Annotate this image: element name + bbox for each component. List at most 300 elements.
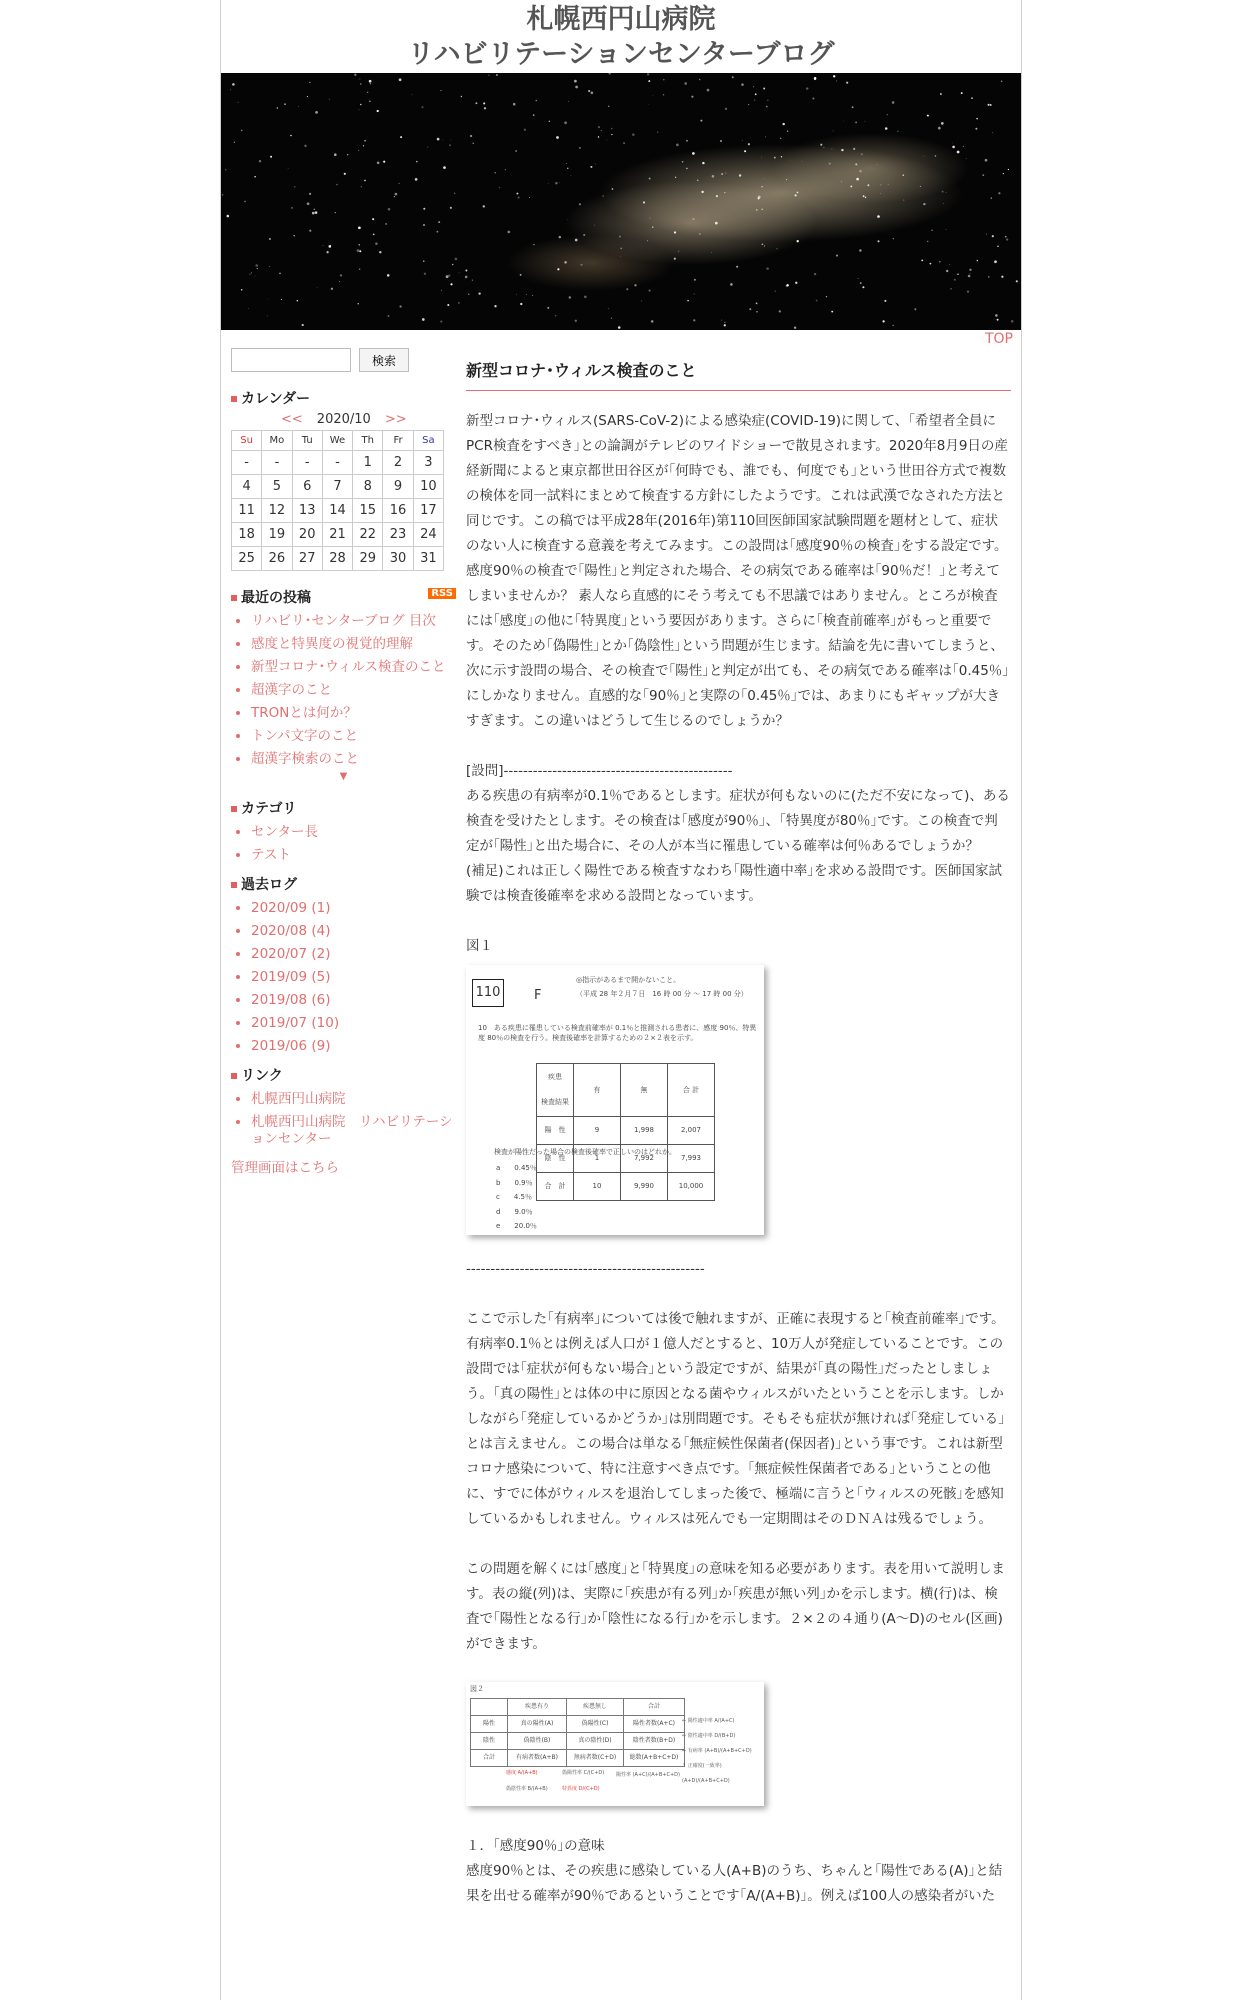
links-list [231,1091,456,1148]
star-dot [952,143,953,144]
star-dot [927,115,929,117]
star-dot [977,260,978,261]
recent-post-link[interactable]: • トンパ文字のこと [251,728,456,745]
star-dot [373,234,375,236]
star-dot [369,80,372,83]
figure2-label: 図２ [470,1685,484,1693]
star-dot [611,318,612,319]
calendar-day: 31 [413,547,443,571]
fig2-cell: 陰性 [471,1733,508,1750]
star-dot [720,140,722,142]
calendar-day: 21 [322,523,352,547]
star-dot [499,187,500,188]
star-dot [369,101,370,102]
star-dot [473,143,474,144]
star-dot [814,78,816,80]
star-dot [234,142,235,143]
star-dot [579,147,581,149]
star-dot [841,149,843,151]
star-dot [763,88,765,90]
archive-link[interactable]: • 2019/08 (6) [251,992,456,1009]
exam-col-header: 合 計 [668,1064,715,1117]
star-dot [867,184,869,186]
star-dot [323,245,324,246]
star-dot [375,242,377,244]
site-title-line2[interactable]: リハビリテーションセンターブログ [407,39,835,70]
figure2-table-image[interactable] [466,1682,764,1806]
calendar-heading-text: カレンダー [241,391,311,407]
star-dot [701,191,703,193]
recent-post-link[interactable]: • 新型コロナ･ウィルス検査のこと [251,659,456,676]
exam-cell: 10,000 [668,1173,715,1201]
calendar-prev-link[interactable]: << [281,412,303,427]
star-dot [643,201,645,203]
category-link[interactable]: • センター長 [251,824,456,841]
exam-choices [496,1161,537,1234]
star-dot [787,130,788,131]
calendar-day: 27 [292,547,322,571]
star-dot [758,196,761,199]
bullet-square-icon [231,396,237,402]
star-dot [399,305,401,307]
star-dot [884,300,886,302]
calendar-day: 25 [232,547,262,571]
star-dot [857,278,858,279]
question-note: (補足)これは正しく陽性である検査すなわち｢陽性適中率｣を求める設問です。医師国家試験では検査後確率を求める設問となっています。 [466,863,1002,904]
star-dot [684,82,687,85]
star-dot [361,186,362,187]
star-dot [257,268,258,269]
star-dot [255,264,258,267]
star-dot [423,224,425,226]
star-dot [949,264,950,265]
star-dot [885,127,888,130]
star-dot [764,178,765,179]
star-dot [555,315,557,317]
archive-link[interactable]: • 2019/07 (10) [251,1015,456,1032]
star-dot [449,144,451,146]
search-input[interactable] [231,348,351,372]
star-dot [559,236,561,238]
star-dot [399,78,402,81]
star-dot [647,73,649,75]
calendar-week [232,523,444,547]
exam-table-corner [537,1064,574,1117]
star-dot [797,192,799,194]
star-dot [358,303,359,304]
star-dot [358,226,361,229]
star-dot [316,212,317,213]
fig2-cell: 陽性 [471,1716,508,1733]
star-dot [691,96,693,98]
star-dot [816,300,818,302]
star-dot [641,300,642,301]
star-dot [277,107,278,108]
recent-post-link[interactable]: • リハビリ･センターブログ 目次 [251,613,456,630]
star-dot [632,133,635,136]
fig2-cell: 偽陰性(B) [508,1733,567,1750]
star-dot [567,219,568,220]
star-dot [230,89,231,90]
star-dot [969,269,971,271]
calendar-day: 18 [232,523,262,547]
star-dot [442,140,443,141]
star-dot [571,175,572,176]
star-dot [914,308,916,310]
star-dot [652,226,653,227]
star-dot [309,193,311,195]
exam-cell: 陰 性 [537,1145,574,1173]
star-dot [611,134,612,135]
star-dot [241,130,243,132]
exam-choice: a 0.45％ [496,1164,537,1172]
question-body: ある疾患の有病率が0.1％であるとします。症状が何もないのに(ただ不安になって)、ある検査を受けたとします。その検査は｢感度が90％｣、｢特異度が80％｣です。この検査で判定が｢陽性｣と出た場合に、その人が本当に罹患している確率は何％あるでしょうか？ [466,788,1010,854]
fig2-cell: 陰性者数(B+D) [624,1733,685,1750]
fig2-cell: 真の陰性(D) [567,1733,624,1750]
archive-link[interactable]: • 2019/09 (5) [251,969,456,986]
star-dot [724,324,726,326]
star-dot [939,261,941,263]
star-dot [942,191,944,193]
calendar-day: 13 [292,499,322,523]
star-dot [241,289,243,291]
star-dot [855,163,857,165]
star-dot [598,126,600,128]
star-dot [748,143,750,145]
star-dot [291,207,293,209]
star-dot [298,106,299,107]
calendar-day: 10 [413,475,443,499]
weekday-sat: Sa [413,431,443,451]
star-dot [304,145,306,147]
star-dot [507,231,510,234]
star-dot [831,149,832,150]
star-dot [930,263,932,265]
star-dot [755,93,757,95]
star-dot [653,95,654,96]
star-dot [455,258,458,261]
star-dot [483,205,485,207]
archive-link[interactable]: • 2020/08 (4) [251,923,456,940]
fig2-bottom-note: 偽陰性率 B/(A+B) [506,1786,548,1792]
star-dot [335,212,336,213]
star-dot [923,203,925,205]
star-dot [575,320,577,322]
category-link[interactable]: • テスト [251,847,456,864]
recent-post-link[interactable]: • 感度と特異度の視覚的理解 [251,636,456,653]
star-dot [484,107,486,109]
star-dot [971,97,973,99]
star-dot [888,184,889,185]
archive-link[interactable]: • 2019/06 (9) [251,1038,456,1055]
star-dot [475,102,477,104]
star-dot [281,299,282,300]
archive-link[interactable]: • 2020/09 (1) [251,900,456,917]
star-dot [383,161,385,163]
star-dot [699,233,701,235]
star-dot [377,162,380,165]
fig2-cell: 真の陽性(A) [508,1716,567,1733]
star-dot [269,238,271,240]
star-dot [761,208,763,210]
star-dot [935,155,937,157]
post-content [466,356,1011,1909]
star-dot [465,270,467,272]
star-dot [329,99,330,100]
exam-cell: 9,990 [621,1173,668,1201]
star-dot [567,168,568,169]
star-dot [687,300,689,302]
calendar-day: 26 [262,547,292,571]
star-dot [548,183,549,184]
search-button[interactable]: 検索 [359,348,409,372]
calendar-day: 6 [292,475,322,499]
star-dot [988,104,990,106]
star-dot [244,201,245,202]
calendar-day: 3 [413,451,443,475]
question-heading: [設問]----------------------------------------------- [466,763,733,779]
recent-posts-list [231,613,456,768]
calendar-day: 11 [232,499,262,523]
external-link[interactable]: • 札幌西円山病院 [251,1091,456,1108]
recent-post-link[interactable]: • 超漢字のこと [251,682,456,699]
star-dot [1008,169,1009,170]
calendar-day: - [292,451,322,475]
fig2-header: 疾患有り [508,1699,567,1716]
star-dot [767,100,768,101]
star-dot [412,94,413,95]
archive-link[interactable]: • 2020/07 (2) [251,946,456,963]
star-dot [385,223,386,224]
star-dot [347,154,348,155]
star-dot [340,274,342,276]
star-dot [416,161,418,163]
star-dot [1011,320,1014,323]
star-dot [595,164,596,165]
star-dot [823,147,824,148]
star-dot [584,295,587,298]
calendar-day: 1 [353,451,383,475]
star-dot [255,275,256,276]
star-dot [601,130,602,131]
star-dot [801,161,802,162]
more-arrow-icon[interactable]: ▼ [339,771,348,782]
star-dot [920,186,921,187]
star-dot [225,169,226,170]
star-dot [730,283,733,286]
search-form [231,348,456,372]
post-title[interactable]: 新型コロナ･ウィルス検査のこと [466,356,1011,391]
star-dot [859,170,862,173]
star-dot [994,260,997,263]
fig2-cell: 合計 [471,1750,508,1767]
star-dot [370,83,371,84]
exam-block: F [534,988,542,1003]
star-dot [1003,173,1004,174]
recent-posts-heading [231,587,456,607]
exam-col-header: 有 [574,1064,621,1117]
star-dot [533,244,534,245]
star-dot [862,286,864,288]
calendar-day: 7 [322,475,352,499]
star-dot [754,100,755,101]
star-dot [648,104,649,105]
star-dot [700,120,702,122]
star-dot [711,252,712,253]
calendar-day: 2 [383,451,413,475]
archive-list [231,900,456,1055]
star-dot [715,222,718,225]
exam-choice: b 0.9％ [496,1178,533,1187]
star-dot [966,158,967,159]
category-heading [231,798,456,818]
admin-link[interactable]: 管理画面はこちら [231,1160,339,1176]
exam-cell: 2,007 [668,1117,715,1145]
star-dot [786,179,787,180]
star-dot [963,146,964,147]
star-dot [676,144,679,147]
star-dot [686,140,688,142]
star-dot [483,102,485,104]
star-dot [748,104,749,105]
recent-post-link[interactable]: • TRONとは何か？ [251,705,456,722]
star-dot [861,153,863,155]
star-dot [893,238,894,239]
star-dot [841,181,842,182]
star-dot [441,90,442,91]
calendar-day: 12 [262,499,292,523]
star-dot [312,212,315,215]
star-dot [649,290,651,292]
weekday-mon: Mo [262,431,292,451]
bullet-square-icon [231,595,237,601]
star-dot [787,284,789,286]
fig2-side-note: ← 陽性適中率 A/(A+C) [682,1718,735,1724]
star-dot [591,91,594,94]
calendar-next-link[interactable]: >> [384,412,407,427]
star-dot [608,308,609,309]
calendar-week [232,475,444,499]
star-dot [663,79,664,80]
star-dot [472,280,473,281]
category-heading-text: カテゴリ [241,801,297,817]
star-dot [423,261,424,262]
calendar-day: 4 [232,475,262,499]
star-dot [1001,81,1003,83]
star-dot [279,273,281,275]
star-dot [556,136,559,139]
star-dot [1016,280,1018,282]
star-dot [447,304,449,306]
bullet-square-icon [231,1073,237,1079]
star-dot [315,111,318,114]
star-dot [267,316,268,317]
star-dot [762,243,764,245]
star-dot [590,166,592,168]
star-dot [620,248,622,250]
star-dot [297,300,298,301]
star-dot [579,203,581,205]
calendar-day: 16 [383,499,413,523]
star-dot [877,215,880,218]
star-dot [222,194,224,196]
star-dot [992,132,993,133]
star-dot [284,103,286,105]
star-dot [997,319,999,321]
exam-cell: 7,993 [668,1145,715,1173]
star-dot [372,218,374,220]
star-dot [339,281,340,282]
exam-question: 10 ある疾患に罹患している検査前確率が 0.1％と推測される患者に、感度 90％、特異度 80％の検査を行う。検査後確率を計算するための２×２表を示す。 [478,1024,757,1042]
star-dot [388,208,391,211]
star-dot [836,80,837,81]
star-dot [682,161,684,163]
weekday-thu: Th [353,431,383,451]
top-link[interactable]: TOP [984,331,1013,347]
star-dot [388,315,390,317]
star-dot [921,260,923,262]
star-dot [359,250,361,252]
star-dot [992,235,994,237]
star-dot [238,102,239,103]
site-title[interactable] [221,0,1021,72]
calendar-month: 2020/10 [316,412,371,427]
star-dot [626,288,628,290]
star-dot [829,163,831,165]
fig2-header: 疾患無し [567,1699,624,1716]
star-dot [367,92,368,93]
calendar-day: 9 [383,475,413,499]
weekday-tue: Tu [292,431,322,451]
star-dot [569,296,571,298]
star-dot [865,197,866,198]
star-dot [288,168,289,169]
figure1-exam-image[interactable] [466,965,764,1235]
star-dot [850,185,852,187]
exam-cell: 10 [574,1173,621,1201]
page-container [220,0,1022,2000]
star-dot [254,176,255,177]
star-dot [940,93,942,95]
fig2-cell: 総数(A+B+C+D) [624,1750,685,1767]
site-title-line1[interactable]: 札幌西円山病院 [526,4,716,35]
star-dot [468,294,469,295]
rss-icon[interactable]: RSS [428,588,456,599]
exam-cell: 1 [574,1145,621,1173]
star-dot [648,80,650,82]
star-dot [957,274,958,275]
star-dot [495,172,496,173]
star-dot [820,144,822,146]
starfield [221,73,1021,330]
recent-post-link[interactable]: • 超漢字検索のこと [251,751,456,768]
star-dot [943,203,944,204]
external-link[interactable]: • 札幌西円山病院 リハビリテーションセンター [251,1114,456,1148]
star-dot [422,318,425,321]
star-dot [520,274,522,276]
star-dot [594,225,595,226]
star-dot [699,79,700,80]
star-dot [309,82,310,83]
star-dot [443,166,446,169]
star-dot [833,75,835,77]
star-dot [761,157,762,158]
star-dot [781,156,782,157]
star-dot [902,174,904,176]
star-dot [438,221,440,223]
star-dot [488,75,489,76]
star-dot [451,140,452,141]
